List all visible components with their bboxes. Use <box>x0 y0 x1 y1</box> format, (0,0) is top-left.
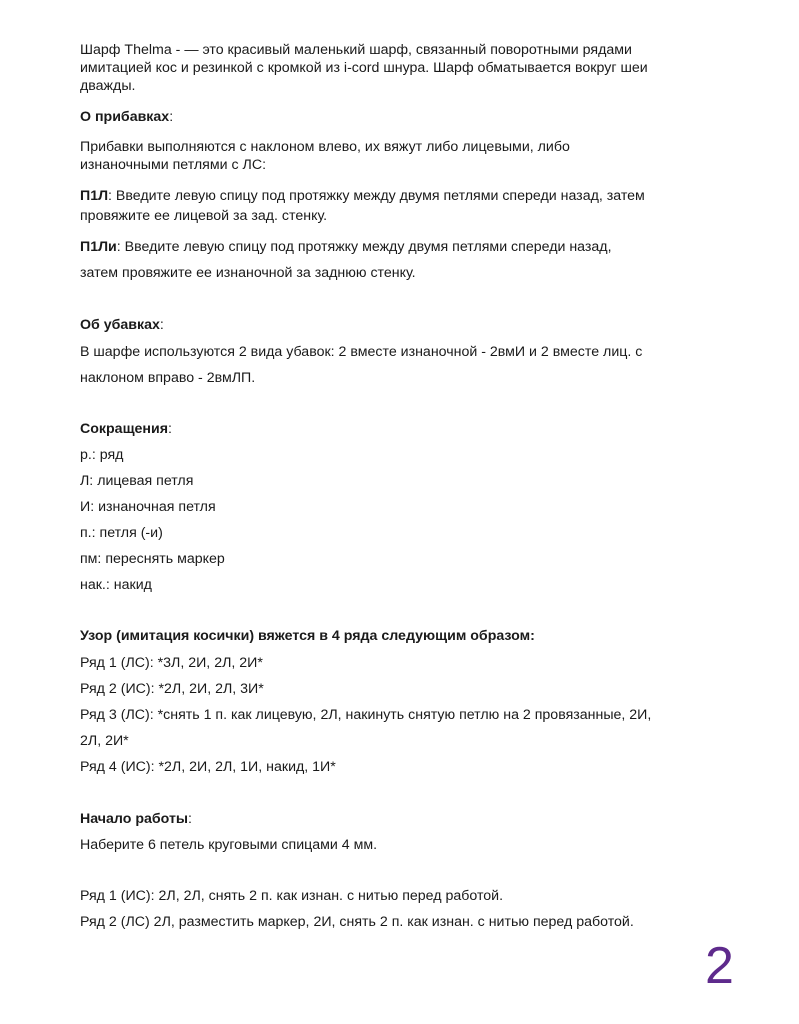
abbreviations-heading: Сокращения: <box>80 421 172 437</box>
abbreviation-item: И: изнаночная петля <box>80 499 216 515</box>
pattern-row: Ряд 4 (ИС): *2Л, 2И, 2Л, 1И, накид, 1И* <box>80 759 336 775</box>
abbreviation-item: п.: петля (-и) <box>80 525 163 541</box>
decreases-text: наклоном вправо - 2вмЛП. <box>80 370 256 386</box>
pattern-row: Ряд 2 (ИС): *2Л, 2И, 2Л, 3И* <box>80 681 264 697</box>
abbreviation-item: пм: переснять маркер <box>80 551 225 567</box>
pattern-row-cont: 2Л, 2И* <box>80 733 129 749</box>
increases-heading: О прибавках: <box>80 109 174 125</box>
start-text: Наберите 6 петель круговыми спицами 4 мм. <box>80 837 378 853</box>
pattern-row: Ряд 3 (ЛС): *снять 1 п. как лицевую, 2Л, накинуть снятую петлю на 2 провязанные, 2И, <box>80 707 652 723</box>
increases-text: Прибавки выполняются с наклоном влево, их вяжут либо лицевыми, либо <box>80 139 570 155</box>
p1l-definition-cont: провяжите ее лицевой за зад. стенку. <box>80 208 328 224</box>
intro-line: имитацией кос и резинкой с кромкой из i-cord шнура. Шарф обматывается вокруг шеи <box>80 60 648 76</box>
increases-text: изнаночными петлями с ЛС: <box>80 157 267 173</box>
intro-line: дважды. <box>80 78 136 94</box>
start-row: Ряд 2 (ЛС) 2Л, разместить маркер, 2И, снять 2 п. как изнан. с нитью перед работой. <box>80 914 634 930</box>
intro-line: Шарф Thelma - — это красивый маленький шарф, связанный поворотными рядами <box>80 42 632 58</box>
p1li-definition: П1Ли: Введите левую спицу под протяжку между двумя петлями спереди назад, <box>80 239 612 255</box>
pattern-heading: Узор (имитация косички) вяжется в 4 ряда следующим образом: <box>80 628 535 644</box>
pattern-row: Ряд 1 (ЛС): *3Л, 2И, 2Л, 2И* <box>80 655 263 671</box>
p1l-definition: П1Л: Введите левую спицу под протяжку между двумя петлями спереди назад, затем <box>80 188 645 204</box>
abbreviation-item: Л: лицевая петля <box>80 473 194 489</box>
start-row: Ряд 1 (ИС): 2Л, 2Л, снять 2 п. как изнан. с нитью перед работой. <box>80 888 504 904</box>
abbreviation-item: р.: ряд <box>80 447 124 463</box>
p1li-definition-cont: затем провяжите ее изнаночной за заднюю стенку. <box>80 265 416 281</box>
decreases-heading: Об убавках: <box>80 317 164 333</box>
abbreviation-item: нак.: накид <box>80 577 152 593</box>
page-number: 2 <box>705 937 734 995</box>
decreases-text: В шарфе используются 2 вида убавок: 2 вместе изнаночной - 2вмИ и 2 вместе лиц. с <box>80 344 643 360</box>
start-heading: Начало работы: <box>80 811 192 827</box>
